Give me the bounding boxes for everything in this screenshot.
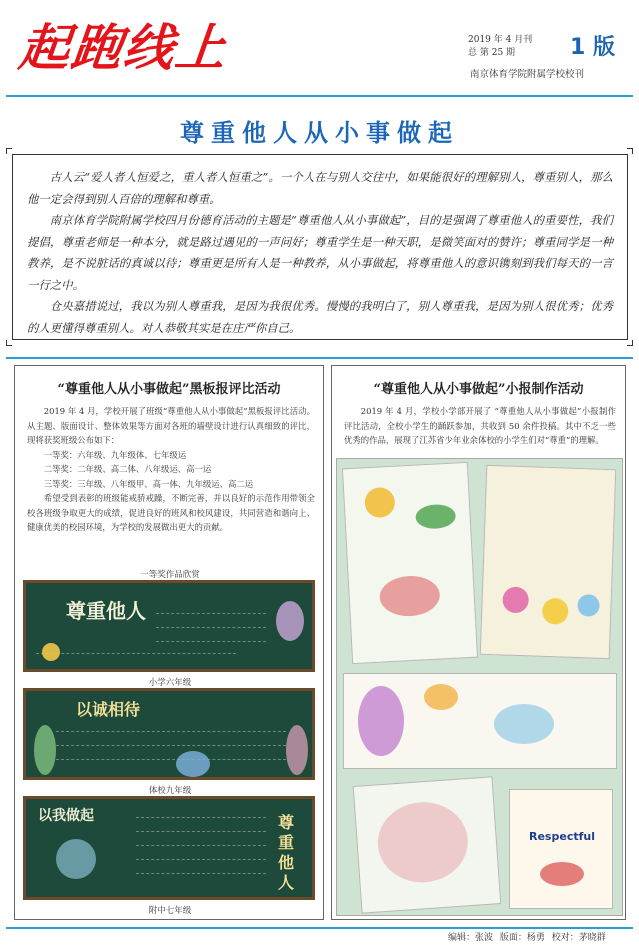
footer-rule (6, 927, 633, 929)
handbill-contest-body (344, 404, 616, 448)
masthead-subtitle: 南京体育学院附属学校校刊 (470, 69, 585, 80)
contest-intro: 2019 年 4 月，学校开展了班级“尊重他人从小事做起”黑板报评比活动。从主题、版面设计、整体效果等方面对各班的墙壁设计进行认真细致的评比，现将获奖班级公布如下： (27, 406, 315, 445)
award-third: 三等奖：三年级、八年级甲、高一体、九年级运、高二运 (43, 478, 254, 489)
award-first: 一等奖：六年级、九年级体、七年级运 (43, 449, 187, 460)
credit-proof: 校对：茅晓群 (551, 933, 606, 943)
handbill-image (343, 673, 617, 769)
gallery-title: 一等奖作品欣赏 (140, 570, 200, 580)
board-caption: 小学六年级 (148, 678, 192, 688)
credit-editor: 编辑：张波 (448, 933, 494, 943)
lead-paragraph: 仓央嘉措说过，我以为别人尊重我，是因为我很优秀。慢慢的我明白了，别人尊重我，是因为别人很优秀；优秀的人更懂得尊重别人。对人恭敬其实是在庄严你自己。 (27, 299, 613, 335)
lead-paragraph: 南京体育学院附属学校四月份德育活动的主题是“尊重他人从小事做起”，目的是强调了尊重他人的重要性，我们提倡，尊重老师是一种本分，就是路过遇见的一声问好；尊重学生是一种天职，是微笑面对的赞许；尊重同学是一种教养，是不说脏话的真诚以待；尊重更是所有人是一种教养，从小事做起，将尊重他人的意识镌刻到我们每天的一言一行之中。 (27, 213, 613, 292)
chalk-title: 以诚相待 (76, 700, 141, 719)
credit-layout: 版面：杨勇 (499, 933, 545, 943)
chalk-side-title: 尊重他人 (278, 813, 295, 892)
blackboard-contest-body (27, 404, 315, 535)
headline: 尊重他人从小事做起 (180, 119, 459, 147)
handbill-word: Respectful (529, 830, 595, 843)
blackboard-photo (23, 796, 315, 900)
handbill-contest-title: “尊重他人从小事做起”小报制作活动 (373, 382, 584, 397)
section-rule (6, 357, 633, 359)
handbill-intro: 2019 年 4 月，学校小学部开展了 “尊重他人从小事做起”小报制作评比活动，全校小学生的踊跃参加，共收到 50 余件投稿。其中不乏一些优秀的作品，展现了江苏省少年业余体校的小学生们对“尊重”的理解。 (344, 406, 616, 445)
chalk-title: 尊重他人 (66, 599, 146, 623)
handbill-image (480, 465, 617, 659)
page-number: 1 版 (570, 35, 615, 60)
blackboard-contest-panel (14, 365, 324, 920)
lead-paragraph: 古人云“爱人者人恒爱之，重人者人恒重之”。一个人在与别人交往中，如果能很好的理解别人，尊重别人，那么他一定会得到别人百倍的理解和尊重。 (27, 170, 613, 206)
handbill-contest-panel (331, 365, 626, 920)
contest-closing: 希望受到表彰的班级能戒骄戒躁，不断完善，并以良好的示范作用带领全校各班级争取更大的成绩，促进良好的班风和校风建设，共同营造和谐向上、健康优美的校园环境，为学校的发展做出更大的贡献。 (27, 493, 315, 532)
blackboard-photo (23, 580, 315, 672)
board-caption: 附中七年级 (148, 906, 192, 916)
award-second: 二等奖：二年级、高二体、八年级运、高一运 (43, 464, 212, 474)
corner-mark (6, 340, 12, 346)
blackboard-photo (23, 688, 315, 780)
issue-info (468, 34, 532, 60)
chalk-title: 以我做起 (38, 808, 94, 824)
issue-number: 总 第 25 期 (468, 48, 516, 58)
issue-date: 2019 年 4 月刊 (468, 35, 533, 45)
board-caption: 体校九年级 (148, 786, 192, 796)
credits (448, 930, 610, 943)
lead-article (12, 154, 628, 340)
handbill-image (509, 789, 613, 909)
handbill-image (353, 776, 502, 913)
handbill-collage (336, 458, 623, 916)
corner-mark (627, 340, 633, 346)
handbill-image (342, 462, 478, 664)
masthead-rule (6, 95, 633, 97)
masthead-title: 起跑线上 (16, 19, 231, 77)
blackboard-contest-title: “尊重他人从小事做起”黑板报评比活动 (57, 382, 281, 397)
